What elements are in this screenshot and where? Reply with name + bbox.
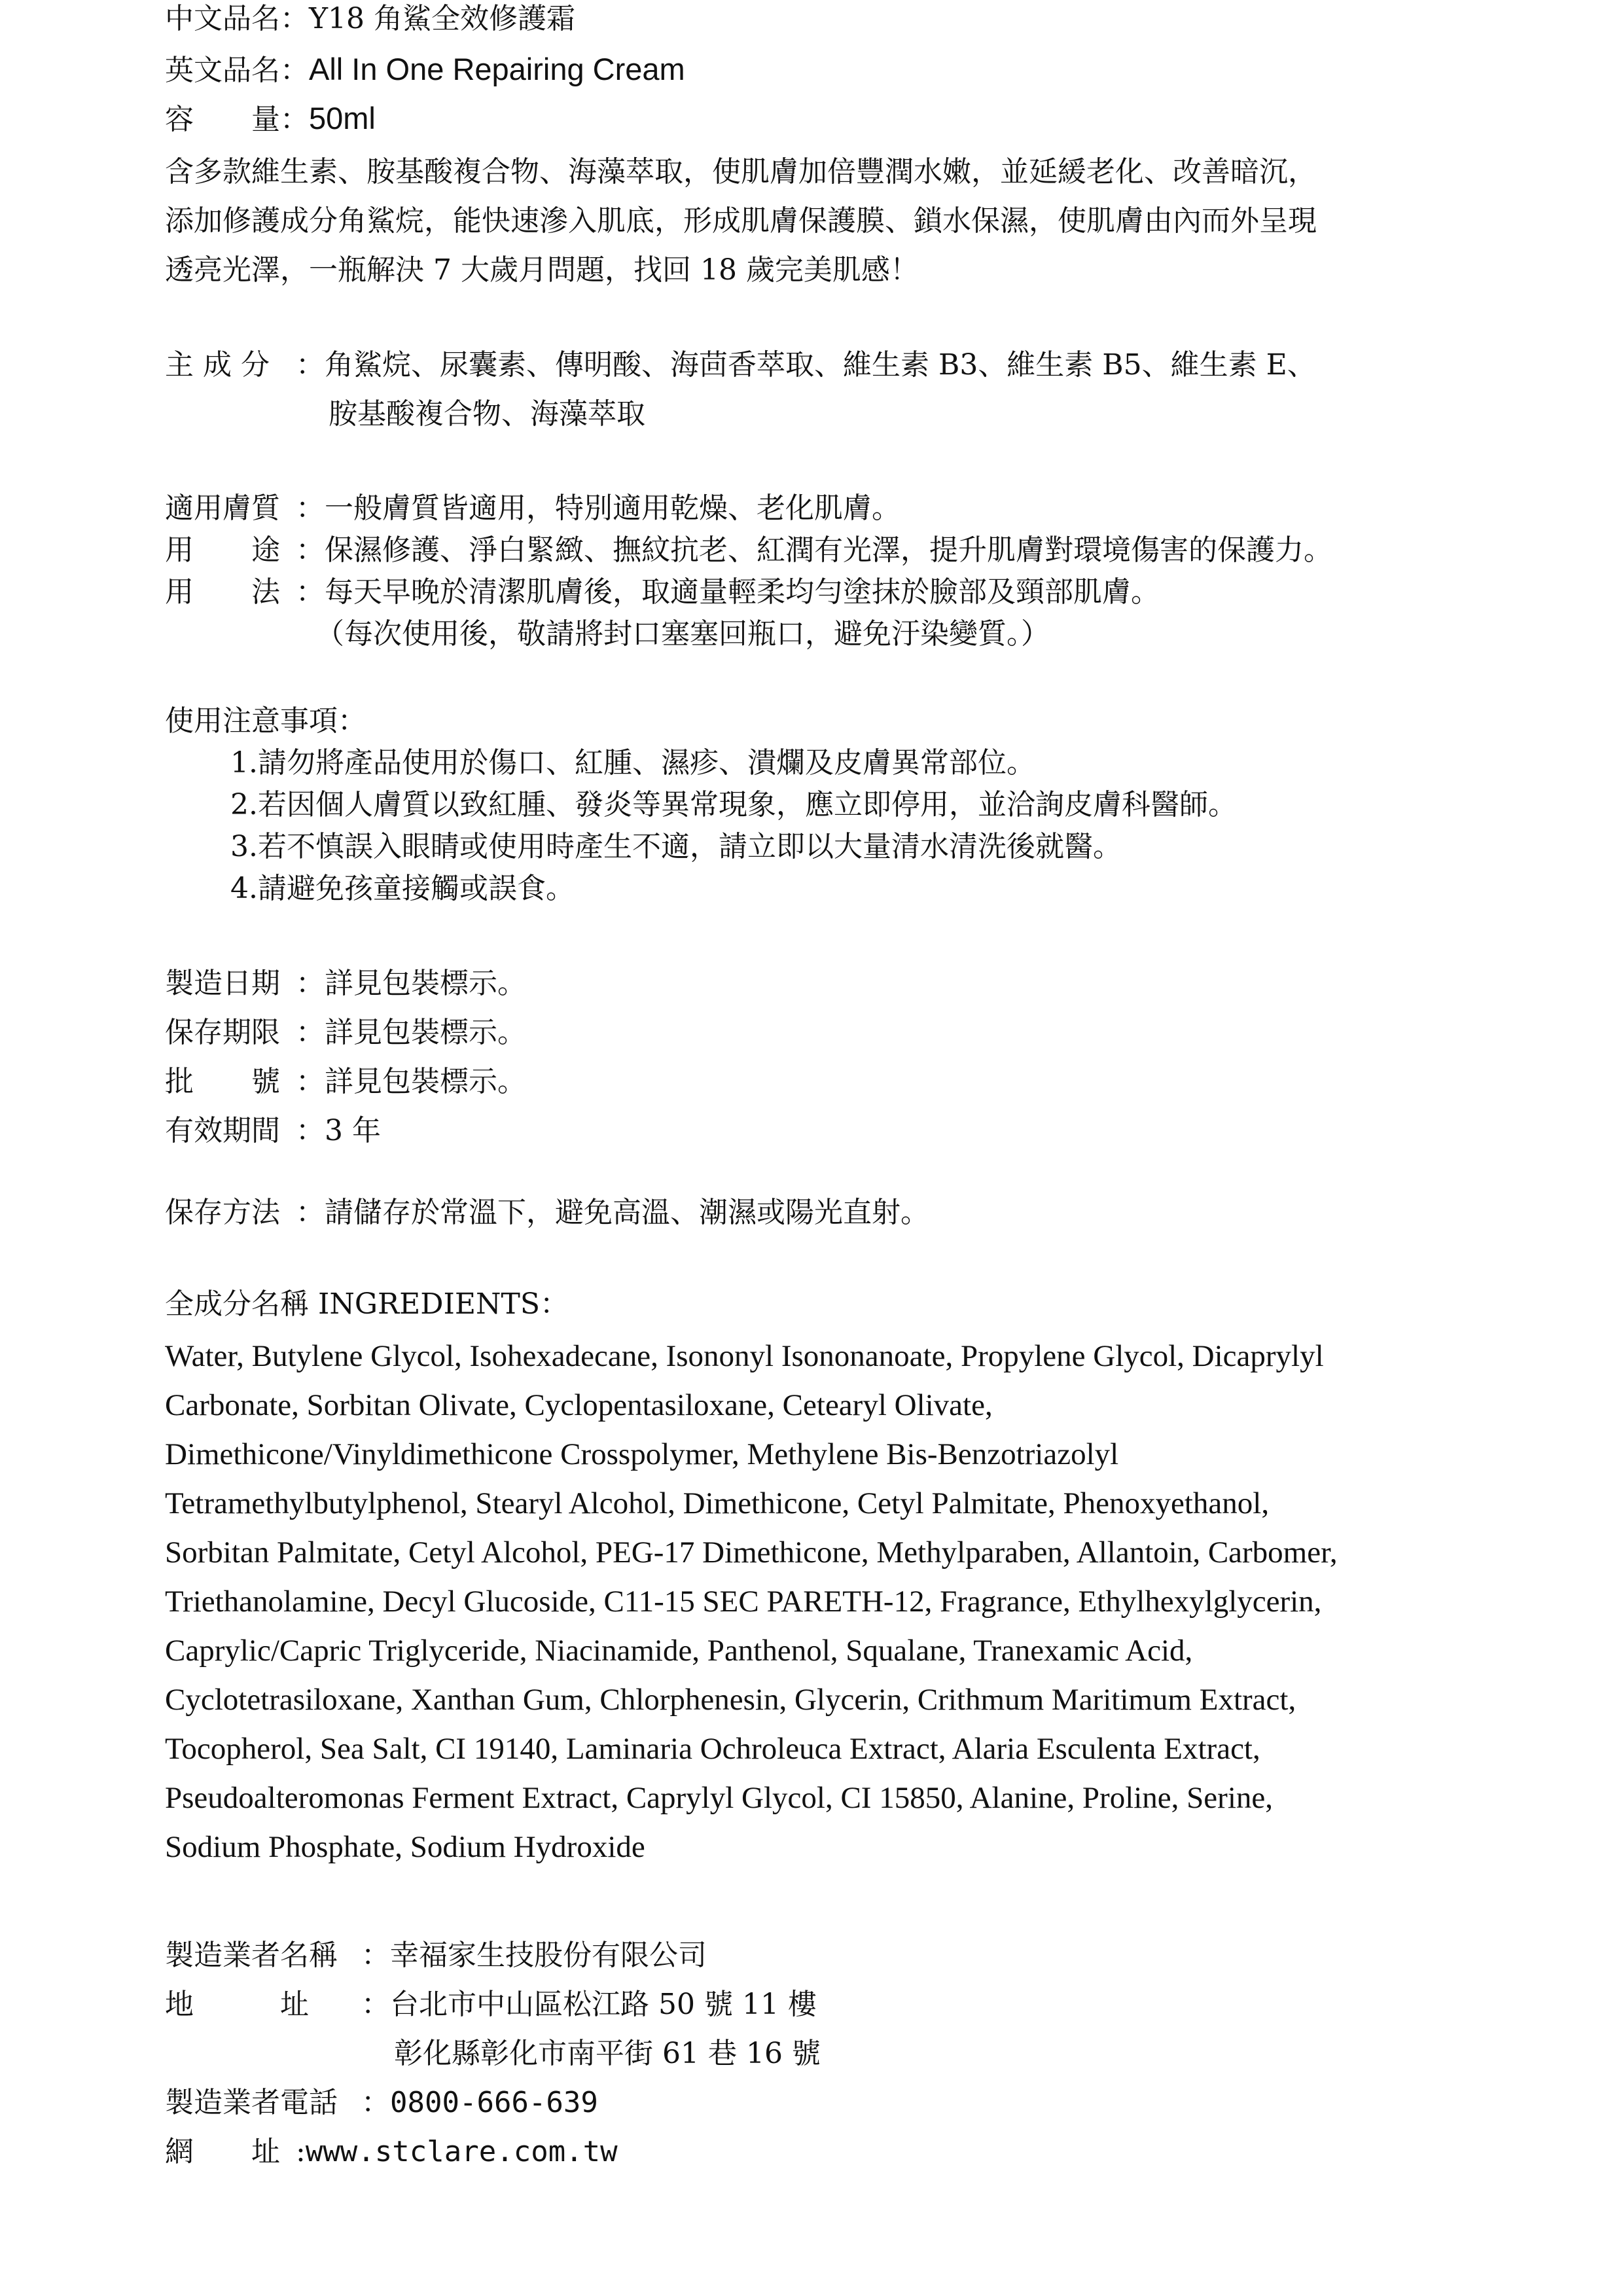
- shelf-life-value: 詳見包裝標示。: [325, 1016, 526, 1049]
- colon: ：: [296, 492, 325, 525]
- ingredients-line: Caprylic/Capric Triglyceride, Niacinamide, Panthenol, Squalane, Tranexamic Acid,: [165, 1634, 1193, 1668]
- manufacturer-name-label: 製造業者名稱: [165, 1939, 338, 1972]
- manufacturer-address-row-2: [165, 2029, 821, 2078]
- method-value: 每天早晚於清潔肌膚後，取適量輕柔均勻塗抹於臉部及頸部肌膚。: [325, 575, 1160, 609]
- ingredients-line: Tetramethylbutylphenol, Stearyl Alcohol, Dimethicone, Cetyl Palmitate, Phenoxyethanol,: [165, 1486, 1270, 1520]
- colon: ：: [296, 1196, 325, 1229]
- volume-label: 容 量: [165, 103, 280, 136]
- storage-row: [165, 1188, 929, 1237]
- colon: ：: [296, 1114, 325, 1147]
- product-description: [165, 147, 1507, 295]
- ingredients-line: Sorbitan Palmitate, Cetyl Alcohol, PEG-17 Dimethicone, Methylparaben, Allantoin, Carbomer,: [165, 1535, 1338, 1570]
- validity-row: [165, 1106, 526, 1155]
- website-label: 網 址: [165, 2135, 280, 2168]
- en-name-label: 英文品名: [165, 54, 280, 87]
- main-ingredients-line: 角鯊烷、尿囊素、傳明酸、海茴香萃取、維生素 B3、維生素 B5、維生素 E、: [325, 348, 1316, 382]
- precaution-item: 1.請勿將產品使用於傷口、紅腫、濕疹、潰爛及皮膚異常部位。: [230, 746, 1035, 780]
- colon: ：: [296, 575, 325, 609]
- skin-type-row: [165, 488, 1332, 529]
- website-row: [165, 2127, 821, 2176]
- colon: ：: [280, 2, 309, 35]
- ingredients-line: Tocopherol, Sea Salt, CI 19140, Laminaria Ochroleuca Extract, Alaria Esculenta Extract,: [165, 1732, 1260, 1766]
- colon: ：: [280, 103, 309, 136]
- ingredients-line: Sodium Phosphate, Sodium Hydroxide: [165, 1830, 645, 1864]
- batch-value: 詳見包裝標示。: [325, 1065, 526, 1098]
- precaution-item: 3.若不慎誤入眼睛或使用時產生不適，請立即以大量清水清洗後就醫。: [230, 830, 1122, 863]
- ingredients-line: Water, Butylene Glycol, Isohexadecane, Isononyl Isononanoate, Propylene Glycol, Dicaprylyl: [165, 1339, 1324, 1373]
- colon: ：: [280, 54, 309, 87]
- storage-label: 保存方法: [165, 1196, 280, 1229]
- mfg-date-value: 詳見包裝標示。: [325, 967, 526, 1000]
- purpose-value: 保濕修護、淨白緊緻、撫紋抗老、紅潤有光澤，提升肌膚對環境傷害的保護力。: [325, 533, 1332, 567]
- manufacturer-address-label: 地 址: [165, 1988, 309, 2021]
- colon: ：: [296, 533, 325, 567]
- main-ingredients-line: 胺基酸複合物、海藻萃取: [329, 397, 645, 431]
- precautions-title: 使用注意事項：: [165, 704, 366, 738]
- manufacturer-phone-row: [165, 2078, 821, 2127]
- ingredients-line: Carbonate, Sorbitan Olivate, Cyclopentasiloxane, Cetearyl Olivate,: [165, 1388, 993, 1422]
- main-ingredients-label: 主 成 分: [165, 348, 270, 382]
- manufacturer-section: [165, 1931, 821, 2176]
- purpose-row: [165, 529, 1332, 571]
- precautions-section: [165, 700, 1237, 910]
- colon: ：: [296, 348, 325, 382]
- ingredients-title: 全成分名稱 INGREDIENTS：: [165, 1287, 569, 1321]
- product-header: [165, 0, 685, 147]
- usage-section: [165, 488, 1332, 655]
- ingredients-line: Pseudoalteromonas Ferment Extract, Caprylyl Glycol, CI 15850, Alanine, Proline, Serine,: [165, 1781, 1273, 1815]
- validity-label: 有效期間: [165, 1114, 280, 1147]
- skin-type-value: 一般膚質皆適用，特別適用乾燥、老化肌膚。: [325, 492, 901, 525]
- colon: ：: [296, 967, 325, 1000]
- main-ingredients-row: [165, 389, 1316, 439]
- mfg-date-label: 製造日期: [165, 967, 280, 1000]
- manufacturer-name-value: 幸福家生技股份有限公司: [390, 1939, 707, 1972]
- description-line: 透亮光澤，一瓶解決 7 大歲月問題，找回 18 歲完美肌感！: [165, 253, 919, 287]
- manufacturer-phone-label: 製造業者電話: [165, 2086, 338, 2119]
- colon: ：: [296, 1016, 325, 1049]
- website-link[interactable]: www.stclare.com.tw: [305, 2135, 618, 2168]
- validity-value: 3 年: [325, 1114, 381, 1147]
- batch-label: 批 號: [165, 1065, 280, 1098]
- batch-row: [165, 1057, 526, 1106]
- ingredients-line: Dimethicone/Vinyldimethicone Crosspolymer, Methylene Bis-Benzotriazolyl: [165, 1437, 1119, 1471]
- shelf-life-label: 保存期限: [165, 1016, 280, 1049]
- method-note-row: [165, 613, 1332, 655]
- cn-name-value: Y18 角鯊全效修護霜: [309, 2, 576, 35]
- storage-value: 請儲存於常溫下，避免高溫、潮濕或陽光直射。: [325, 1196, 929, 1229]
- purpose-label: 用 途: [165, 533, 280, 567]
- main-ingredients-row: [165, 340, 1316, 389]
- manufacturer-phone-value: 0800-666-639: [390, 2086, 598, 2119]
- description-line: 含多款維生素、胺基酸複合物、海藻萃取，使肌膚加倍豐潤水嫩，並延緩老化、改善暗沉，: [165, 155, 1317, 188]
- cn-name-label: 中文品名: [165, 2, 280, 35]
- storage-section: [165, 1188, 929, 1237]
- manufacturer-address-1: 台北市中山區松江路 50 號 11 樓: [390, 1988, 817, 2021]
- main-ingredients: [165, 340, 1316, 439]
- colon: ：: [361, 1988, 390, 2021]
- shelf-life-row: [165, 1008, 526, 1057]
- precaution-item: 2.若因個人膚質以致紅腫、發炎等異常現象，應立即停用，並洽詢皮膚科醫師。: [230, 788, 1237, 821]
- colon: ：: [296, 1065, 325, 1098]
- dates-section: [165, 959, 526, 1155]
- ingredients-title-block: [165, 1280, 569, 1329]
- description-line: 添加修護成分角鯊烷，能快速滲入肌底，形成肌膚保護膜、鎖水保濕，使肌膚由內而外呈現: [165, 204, 1317, 238]
- en-name-row: [165, 49, 685, 98]
- precaution-item: 4.請避免孩童接觸或誤食。: [230, 872, 575, 905]
- cn-name-row: [165, 0, 685, 49]
- colon: ：: [361, 2086, 390, 2119]
- method-note: （每次使用後，敬請將封口塞塞回瓶口，避免汙染變質。）: [315, 617, 1050, 651]
- ingredients-line: Triethanolamine, Decyl Glucoside, C11-15 SEC PARETH-12, Fragrance, Ethylhexylglycerin,: [165, 1585, 1322, 1619]
- mfg-date-row: [165, 959, 526, 1008]
- manufacturer-name-row: [165, 1931, 821, 1980]
- method-label: 用 法: [165, 575, 280, 609]
- colon: :: [296, 2135, 306, 2168]
- volume-value: 50ml: [309, 101, 376, 135]
- ingredients-list: [165, 1332, 1507, 1872]
- colon: ：: [361, 1939, 390, 1972]
- method-row: [165, 571, 1332, 613]
- en-name-value: All In One Repairing Cream: [309, 52, 685, 86]
- manufacturer-address-row: [165, 1980, 821, 2029]
- volume-row: [165, 98, 685, 147]
- ingredients-line: Cyclotetrasiloxane, Xanthan Gum, Chlorphenesin, Glycerin, Crithmum Maritimum Extract,: [165, 1683, 1296, 1717]
- skin-type-label: 適用膚質: [165, 492, 280, 525]
- manufacturer-address-2: 彰化縣彰化市南平街 61 巷 16 號: [394, 2037, 821, 2070]
